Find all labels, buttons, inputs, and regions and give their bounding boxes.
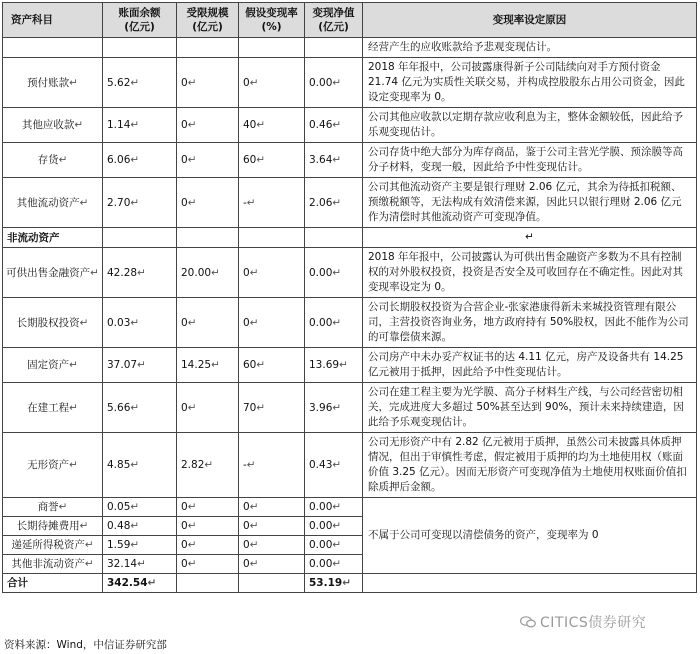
cell-return-mark: ↵ xyxy=(137,558,146,570)
total-reason xyxy=(363,574,697,593)
row-book: 4.85↵ xyxy=(103,433,177,498)
cell-return-mark: ↵ xyxy=(332,154,342,166)
row-name: 长期股权投资↵ xyxy=(3,298,103,348)
row-reason: 公司存货中绝大部分为库存商品，鉴于公司主营光学膜、预涂膜等高分子材料，变现一般，因此给予中性变现估计。 xyxy=(363,143,697,178)
row-rate: 0↵ xyxy=(239,58,305,108)
total-restricted xyxy=(177,574,239,593)
cell-return-mark: ↵ xyxy=(187,520,197,532)
header-book-value: 账面余额 (亿元) xyxy=(103,3,177,38)
row-rate: 0↵ xyxy=(239,248,305,298)
cell-return-mark: ↵ xyxy=(58,154,68,166)
row-rate: 0↵ xyxy=(239,517,305,536)
total-book: 342.54↵ xyxy=(103,574,177,593)
cell-return-mark: ↵ xyxy=(74,119,84,131)
watermark-text: CITICS债券研究 xyxy=(540,615,647,631)
row-net xyxy=(305,38,363,58)
cell-return-mark: ↵ xyxy=(339,359,348,371)
table-row xyxy=(3,498,697,517)
row-book: 32.14↵ xyxy=(103,555,177,574)
row-restricted: 0↵ xyxy=(177,498,239,517)
cell-return-mark: ↵ xyxy=(204,459,214,471)
cell-return-mark: ↵ xyxy=(246,196,256,209)
row-net: 0.00↵ xyxy=(305,58,363,108)
row-net: 13.69↵ xyxy=(305,348,363,383)
cell-return-mark: ↵ xyxy=(187,76,197,89)
cell-return-mark: ↵ xyxy=(58,501,68,513)
cell-return-mark: ↵ xyxy=(69,459,78,471)
cell-return-mark: ↵ xyxy=(249,539,259,551)
row-restricted: 0↵ xyxy=(177,108,239,143)
total-row xyxy=(3,574,697,593)
row-reason: 2018 年年报中，公司披露康得新子公司陆续向对手方预付资金 21.74 亿元为实质性关联交易，并构成控股股东占用公司资金，因此设定变现率为 0。 xyxy=(363,58,697,108)
row-name xyxy=(3,38,103,58)
cell-return-mark: ↵ xyxy=(187,119,197,131)
row-rate: 70↵ xyxy=(239,383,305,433)
cell-return-mark: ↵ xyxy=(130,520,140,532)
cell-return-mark: ↵ xyxy=(246,459,256,471)
row-rate xyxy=(239,38,305,58)
total-rate xyxy=(239,574,305,593)
cell-return-mark: ↵ xyxy=(130,401,140,414)
table-row xyxy=(3,298,697,348)
cell-return-mark: ↵ xyxy=(332,76,342,89)
table-row xyxy=(3,108,697,143)
row-rate: -↵ xyxy=(239,433,305,498)
cell-return-mark: ↵ xyxy=(249,520,259,532)
row-book: 0.03↵ xyxy=(103,298,177,348)
cell-return-mark: ↵ xyxy=(249,76,259,89)
header-asset-name: 资产科目 xyxy=(3,3,103,38)
table-row xyxy=(3,248,697,298)
row-book: 42.28↵ xyxy=(103,248,177,298)
cell-return-mark: ↵ xyxy=(79,520,89,532)
row-book: 5.66↵ xyxy=(103,383,177,433)
row-book: 2.70↵ xyxy=(103,178,177,228)
row-restricted: 0↵ xyxy=(177,143,239,178)
row-name: 其他非流动资产↵ xyxy=(3,555,103,574)
cell-return-mark: ↵ xyxy=(130,316,140,329)
row-restricted: 0↵ xyxy=(177,517,239,536)
cell-return-mark: ↵ xyxy=(79,316,89,329)
cell-return-mark: ↵ xyxy=(187,401,197,414)
row-net: 3.64↵ xyxy=(305,143,363,178)
row-rate: 60↵ xyxy=(239,348,305,383)
row-book: 5.62↵ xyxy=(103,58,177,108)
table-row xyxy=(3,348,697,383)
row-book: 0.48↵ xyxy=(103,517,177,536)
row-name: 长期待摊费用↵ xyxy=(3,517,103,536)
cell-return-mark: ↵ xyxy=(187,196,197,209)
table-row xyxy=(3,383,697,433)
row-book: 0.05↵ xyxy=(103,498,177,517)
cell-return-mark: ↵ xyxy=(137,266,146,279)
cell-return-mark: ↵ xyxy=(256,119,266,131)
asset-realization-table xyxy=(2,2,697,593)
cell-return-mark: ↵ xyxy=(187,316,197,329)
row-name: 在建工程↵ xyxy=(3,383,103,433)
row-restricted: 0↵ xyxy=(177,58,239,108)
section-row xyxy=(3,228,697,248)
row-net: 2.06↵ xyxy=(305,178,363,228)
table-row xyxy=(3,58,697,108)
row-restricted: 0↵ xyxy=(177,536,239,555)
row-restricted: 14.25↵ xyxy=(177,348,239,383)
cell-return-mark: ↵ xyxy=(130,459,140,471)
row-net: 0.43↵ xyxy=(305,433,363,498)
cell-return-mark: ↵ xyxy=(90,266,99,279)
row-name: 递延所得税资产↵ xyxy=(3,536,103,555)
cell-return-mark: ↵ xyxy=(69,76,78,89)
cell-return-mark: ↵ xyxy=(211,266,220,279)
cell-return-mark: ↵ xyxy=(332,539,342,551)
row-name: 可供出售金融资产↵ xyxy=(3,248,103,298)
row-net: 0.00↵ xyxy=(305,298,363,348)
total-net: 53.19↵ xyxy=(305,574,363,593)
cell-return-mark: ↵ xyxy=(69,401,78,414)
row-rate: 40↵ xyxy=(239,108,305,143)
cell-return-mark: ↵ xyxy=(249,558,259,570)
section-mark: ↵ xyxy=(363,228,697,248)
watermark xyxy=(520,612,646,632)
row-restricted xyxy=(177,38,239,58)
table-row xyxy=(3,143,697,178)
wechat-logo-icon xyxy=(520,616,536,628)
cell-return-mark: ↵ xyxy=(69,359,78,371)
cell-return-mark: ↵ xyxy=(332,119,342,131)
row-reason: 公司房产中未办妥产权证书的达 4.11 亿元，房产及设备共有 14.25 亿元被用于抵押，因此给予中性变现估计。 xyxy=(363,348,697,383)
row-name: 预付账款↵ xyxy=(3,58,103,108)
cell-return-mark: ↵ xyxy=(84,558,94,570)
row-rate: 0↵ xyxy=(239,298,305,348)
row-net: 0.00↵ xyxy=(305,536,363,555)
cell-return-mark: ↵ xyxy=(332,316,342,329)
cell-return-mark: ↵ xyxy=(332,501,342,513)
cell-return-mark: ↵ xyxy=(256,359,266,371)
row-rate: 60↵ xyxy=(239,143,305,178)
cell-return-mark: ↵ xyxy=(137,359,146,371)
row-reason: 公司无形资产中有 2.82 亿元被用于质押，虽然公司未披露具体质押情况，但出于审慎性考虑，假定被用于质押的均为土地使用权（账面价值 3.25 亿元）。因而无形资产可变现净值为土地使用权账面价值扣除质押后金额。 xyxy=(363,433,697,498)
row-restricted: 0↵ xyxy=(177,178,239,228)
row-reason: 公司长期股权投资为合营企业-张家港康得新未来城投资管理有限公司，主营投资咨询业务，地方政府持有 50%股权，因此不能作为公司的可靠偿债来源。 xyxy=(363,298,697,348)
row-rate: 0↵ xyxy=(239,498,305,517)
cell-return-mark: ↵ xyxy=(332,558,342,570)
row-name: 固定资产↵ xyxy=(3,348,103,383)
row-book xyxy=(103,38,177,58)
row-book: 1.14↵ xyxy=(103,108,177,143)
cell-return-mark: ↵ xyxy=(332,459,342,471)
row-book: 37.07↵ xyxy=(103,348,177,383)
row-restricted: 2.82↵ xyxy=(177,433,239,498)
cell-return-mark: ↵ xyxy=(332,196,342,209)
row-reason: 公司其他流动资产主要是银行理财 2.06 亿元，其余为待抵扣税额、预缴税额等，无法构成有效清偿来源，因此只以银行理财 2.06 亿元作为清偿时其他流动资产可变现净值。 xyxy=(363,178,697,228)
header-reason: 变现率设定原因 xyxy=(363,3,697,38)
section-title: 非流动资产 xyxy=(3,228,103,248)
row-restricted: 0↵ xyxy=(177,555,239,574)
row-restricted: 0↵ xyxy=(177,383,239,433)
cell-return-mark: ↵ xyxy=(130,196,140,209)
row-book: 1.59↵ xyxy=(103,536,177,555)
total-label: 合计 xyxy=(3,574,103,593)
table-row xyxy=(3,178,697,228)
cell-return-mark: ↵ xyxy=(147,577,157,589)
row-name: 无形资产↵ xyxy=(3,433,103,498)
row-restricted: 20.00↵ xyxy=(177,248,239,298)
row-reason: 公司在建工程主要为光学膜、高分子材料生产线，与公司经营密切相关，完成进度大多超过 50%甚至达到 90%，预计未来持续建造，因此给予乐观变现估计。 xyxy=(363,383,697,433)
header-restricted: 受限规模 (亿元) xyxy=(177,3,239,38)
row-reason: 经营产生的应收账款给予悲观变现估计。 xyxy=(363,38,697,58)
row-net: 0.00↵ xyxy=(305,517,363,536)
cell-return-mark: ↵ xyxy=(79,196,89,209)
row-name: 存货↵ xyxy=(3,143,103,178)
cell-return-mark: ↵ xyxy=(187,154,197,166)
cell-return-mark: ↵ xyxy=(187,501,197,513)
cell-return-mark: ↵ xyxy=(256,154,266,166)
table-row xyxy=(3,433,697,498)
row-name: 其他流动资产↵ xyxy=(3,178,103,228)
cell-return-mark: ↵ xyxy=(332,266,342,279)
cell-return-mark: ↵ xyxy=(130,501,140,513)
cell-return-mark: ↵ xyxy=(130,154,140,166)
row-net: 3.96↵ xyxy=(305,383,363,433)
row-rate: 0↵ xyxy=(239,555,305,574)
source-note: 资料来源：Wind，中信证券研究部 xyxy=(4,639,167,651)
cell-return-mark: ↵ xyxy=(332,520,342,532)
row-rate: 0↵ xyxy=(239,536,305,555)
row-net: 0.46↵ xyxy=(305,108,363,143)
row-name: 其他应收款↵ xyxy=(3,108,103,143)
merged-reason: 不属于公司可变现以清偿债务的资产，变现率为 0 xyxy=(363,498,697,574)
cell-return-mark: ↵ xyxy=(249,266,259,279)
cell-return-mark: ↵ xyxy=(249,316,259,329)
row-book: 6.06↵ xyxy=(103,143,177,178)
row-net: 0.00↵ xyxy=(305,555,363,574)
cell-return-mark: ↵ xyxy=(130,539,140,551)
row-reason: 2018 年年报中，公司披露认为可供出售金融资产多数为不具有控制权的对外股权投资，投资是否安全及可收回存在不确定性。因此对其变现率设定为 0。 xyxy=(363,248,697,298)
row-name: 商誉↵ xyxy=(3,498,103,517)
cell-return-mark: ↵ xyxy=(187,539,197,551)
cell-return-mark: ↵ xyxy=(256,401,266,414)
cell-return-mark: ↵ xyxy=(130,119,140,131)
cell-return-mark: ↵ xyxy=(84,539,94,551)
row-net: 0.00↵ xyxy=(305,248,363,298)
row-restricted: 0↵ xyxy=(177,298,239,348)
cell-return-mark: ↵ xyxy=(187,558,197,570)
table-row xyxy=(3,38,697,58)
cell-return-mark: ↵ xyxy=(130,76,140,89)
cell-return-mark: ↵ xyxy=(332,401,342,414)
header-rate: 假设变现率 (%) xyxy=(239,3,305,38)
cell-return-mark: ↵ xyxy=(211,359,220,371)
table-header-row xyxy=(3,3,697,38)
cell-return-mark: ↵ xyxy=(249,501,259,513)
row-net: 0.00↵ xyxy=(305,498,363,517)
row-reason: 公司其他应收款以定期存款应收利息为主，整体金额较低，因此给予乐观变现估计。 xyxy=(363,108,697,143)
row-rate: -↵ xyxy=(239,178,305,228)
header-net-value: 变现净值 (亿元) xyxy=(305,3,363,38)
cell-return-mark: ↵ xyxy=(342,577,352,589)
